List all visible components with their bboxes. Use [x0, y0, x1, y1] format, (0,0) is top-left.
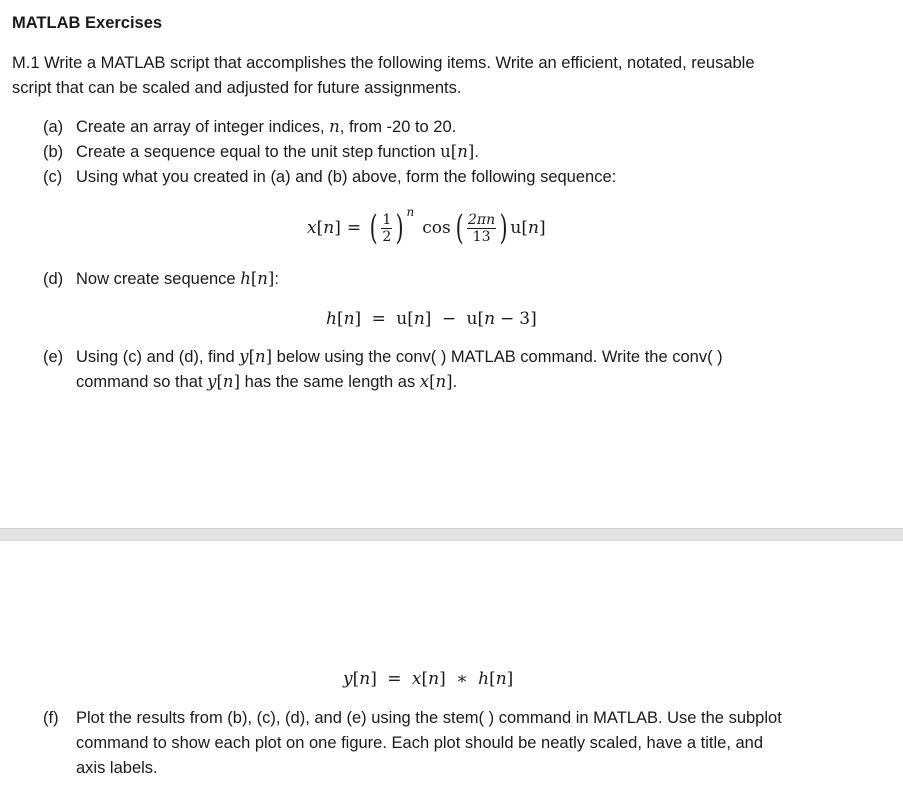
- item-a-text-pre: Create an array of integer indices,: [76, 118, 330, 136]
- eq-h-minus2: −: [500, 309, 515, 329]
- item-b-text-post: .: [474, 143, 479, 161]
- eq-h-u1: u: [396, 309, 408, 329]
- item-e-var-y2: y: [207, 372, 217, 391]
- eq-x-u-n: n: [528, 218, 539, 238]
- item-b-text: [76, 142, 479, 162]
- eq-x-cos-den: 13: [472, 228, 491, 245]
- item-e-line1-post: below using the conv( ) MATLAB command. Write the conv( ): [272, 348, 723, 366]
- item-a-label: (a): [43, 118, 64, 136]
- eq-y-lhs: y: [343, 669, 353, 689]
- eq-x-u: u: [510, 218, 522, 238]
- eq-h-n3: n: [484, 309, 496, 329]
- item-d-text-post: :: [274, 270, 279, 288]
- item-a-text: [76, 117, 456, 137]
- item-c-text: Using what you created in (a) and (b) above, form the following sequence:: [76, 168, 617, 186]
- eq-h-u2: u: [466, 309, 478, 329]
- item-e-line-2: command so that y[n] has the same length as x[n].: [76, 372, 458, 391]
- eq-y-equals: =: [387, 669, 402, 689]
- item-e-line2-post: .: [452, 373, 458, 391]
- eq-y-x: x: [411, 669, 422, 689]
- eq-x-frac-den: 2: [382, 228, 392, 245]
- eq-h-minus: −: [441, 309, 457, 329]
- item-b-text-pre: Create a sequence equal to the unit step function: [76, 143, 441, 161]
- item-f-label: (f): [43, 709, 59, 727]
- eq-x-n: n: [323, 218, 335, 238]
- eq-h-lhs: h: [326, 309, 337, 329]
- eq-h-n2: n: [413, 309, 425, 329]
- eq-x-lhs: x: [307, 218, 317, 238]
- item-e-var-n2: n: [222, 372, 234, 391]
- item-b-math-close: ]: [467, 142, 475, 161]
- eq-h-equals: =: [371, 309, 386, 329]
- eq-y-star: ∗: [456, 669, 468, 689]
- eq-h-n: n: [343, 309, 355, 329]
- eq-y-n: n: [359, 669, 371, 689]
- item-e-var-n3: n: [435, 372, 447, 391]
- item-e-line2-pre: command so that: [76, 373, 208, 391]
- eq-x-cos-frac: [467, 213, 496, 244]
- page-break: [0, 528, 903, 541]
- item-c-label: (c): [43, 168, 63, 186]
- eq-y-h: h: [478, 669, 490, 689]
- eq-h-shift: 3: [519, 309, 531, 329]
- item-d-close: ]: [267, 269, 275, 288]
- item-d-var: h: [240, 269, 251, 288]
- item-d-open: [: [250, 269, 258, 288]
- item-d-label: (d): [43, 270, 64, 288]
- item-b-label: (b): [43, 143, 64, 161]
- item-f-line-3: axis labels.: [76, 759, 158, 777]
- item-d-text: [76, 269, 279, 289]
- item-e-var-n1: n: [255, 347, 266, 366]
- eq-x-cos-num: 2πn: [468, 211, 496, 228]
- eq-x-frac: [381, 213, 392, 244]
- item-e-var-x: x: [419, 372, 430, 391]
- item-d-text-pre: Now create sequence: [76, 270, 241, 288]
- equation-h: h[n] = u[n] − u[n − 3]: [326, 309, 537, 329]
- problem-line-2: script that can be scaled and adjusted for future assignments.: [12, 79, 462, 97]
- eq-y-n3: n: [495, 669, 507, 689]
- eq-y-n2: n: [428, 669, 440, 689]
- item-e-label: (e): [43, 348, 64, 366]
- item-e-var-y: y: [239, 347, 249, 366]
- eq-x-equals: =: [346, 218, 362, 238]
- item-f-line-2: command to show each plot on one figure. Each plot should be neatly scaled, have a title, and: [76, 734, 764, 752]
- item-e-line2-mid: has the same length as: [240, 373, 420, 391]
- equation-y: y[n] = x[n] ∗ h[n]: [343, 669, 514, 689]
- item-e-line-1: Using (c) and (d), find y[n] below using the conv( ) MATLAB command. Write the conv( ): [76, 347, 723, 366]
- item-f-line-1: Plot the results from (b), (c), (d), and (e) using the stem( ) command in MATLAB. Use the subplot: [76, 709, 782, 727]
- problem-line-1: M.1 Write a MATLAB script that accomplishes the following items. Write an efficient, notated, reusable: [12, 54, 755, 72]
- item-a-text-post: , from -20 to 20.: [339, 118, 457, 136]
- item-d-var2: n: [257, 269, 268, 288]
- item-a-var: n: [329, 117, 340, 136]
- eq-x-frac-num: 1: [382, 211, 392, 228]
- page-title: MATLAB Exercises: [12, 14, 163, 32]
- eq-x-exp: n: [406, 205, 415, 219]
- equation-x: x [ n ] = ( $\frac{1}{2}$ ) n cos ( $\frac{2\pi n}{13}$ ) u [ n ]: [307, 205, 546, 248]
- item-b-var: n: [457, 142, 468, 161]
- eq-x-cos: cos: [422, 218, 451, 238]
- item-b-math: u[: [440, 142, 458, 161]
- item-e-line1-pre: Using (c) and (d), find: [76, 348, 240, 366]
